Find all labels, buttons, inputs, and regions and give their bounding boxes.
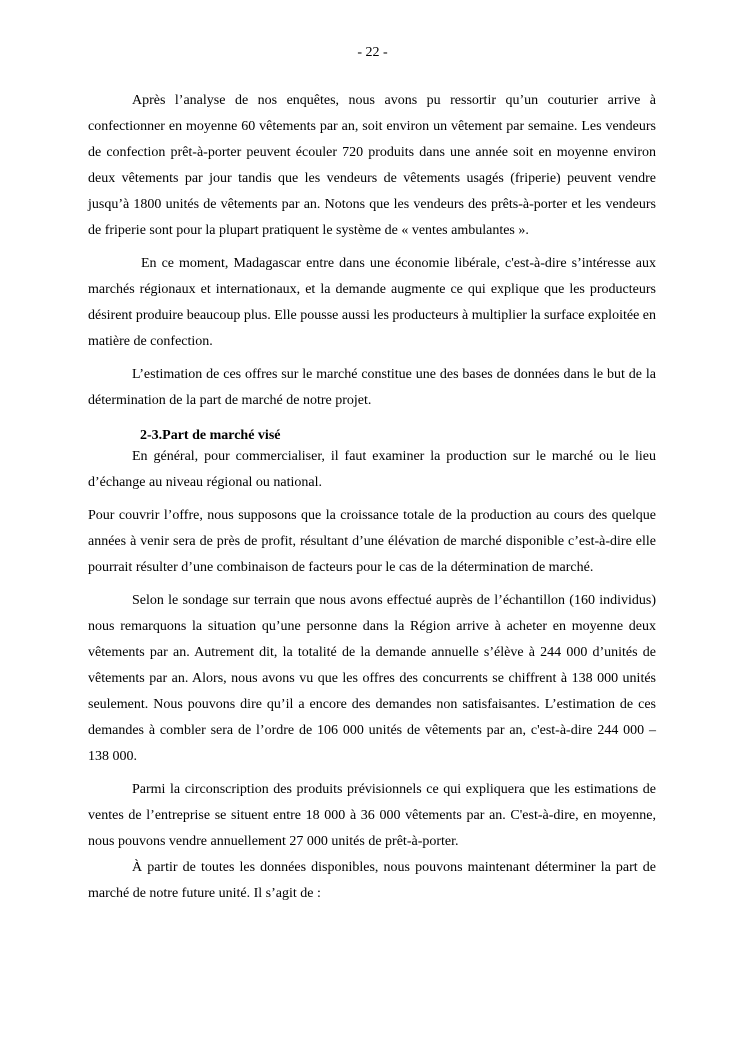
paragraph-offer-estimation: L’estimation de ces offres sur le marché constitue une des bases de données dans le but de la détermination de la part de marché de notre projet. (88, 367, 656, 408)
paragraph-cover-offer: Pour couvrir l’offre, nous supposons que la croissance totale de la production au cours des quelque années à venir sera de près de profit, résultant d’une élévation de marché disponible c’est-à-dire elle pourrait résulter d’une combinaison de facteurs pour le cas de la détermination de marché. (88, 508, 656, 575)
paragraph-liberal-economy: En ce moment, Madagascar entre dans une économie libérale, c'est-à-dire s’intéresse aux marchés régionaux et internationaux, et la demande augmente ce qui explique que les producteurs désirent produire beaucoup plus. Elle pousse aussi les producteurs à multiplier la surface exploitée en matière de confection. (88, 256, 656, 349)
paragraph-survey-demand: Selon le sondage sur terrain que nous avons effectué auprès de l’échantillon (160 individus) nous remarquons la situation qu’une personne dans la Région arrive à acheter en moyenne deux vêtements par an. Autrement dit, la totalité de la demande annuelle s’élève à 244 000 d’unités de vêtements par an. Alors, nous avons vu que les offres des concurrents se chiffrent à 138 000 unités seulement. Nous pouvons dire qu’il a encore des demandes non satisfaisantes. L’estimation de ces demandes à combler sera de l’ordre de 106 000 unités de vêtements par an, c'est-à-dire 244 000 – 138 000. (88, 593, 656, 764)
paragraph-sales-estimates: Parmi la circonscription des produits prévisionnels ce qui expliquera que les estimations de ventes de l’entreprise se situent entre 18 000 à 36 000 vêtements par an. C'est-à-dire, en moyenne, nous pouvons vendre annuellement 27 000 unités de prêt-à-porter. (88, 782, 656, 849)
page-number: - 22 - (357, 45, 388, 60)
paragraph-in-general: En général, pour commercialiser, il faut examiner la production sur le marché ou le lieu d’échange au niveau régional ou national. (88, 449, 656, 490)
paragraph-market-share: À partir de toutes les données disponibles, nous pouvons maintenant déterminer la part de marché de notre future unité. Il s’agit de : (88, 860, 656, 901)
section-heading: 2-3.Part de marché visé (140, 428, 281, 443)
page-body (88, 88, 656, 907)
paragraph-survey-results: Après l’analyse de nos enquêtes, nous avons pu ressortir qu’un couturier arrive à confectionner en moyenne 60 vêtements par an, soit environ un vêtement par semaine. Les vendeurs de confection prêt-à-porter peuvent écouler 720 produits dans une année soit en moyenne environ deux vêtements par jour tandis que les vendeurs de vêtements usagés (friperie) peuvent vendre jusqu’à 1800 unités de vêtements par an. Notons que les vendeurs des prêts-à-porter et les vendeurs de friperie sont pour la plupart pratiquent le système de « ventes ambulantes ». (88, 93, 656, 238)
